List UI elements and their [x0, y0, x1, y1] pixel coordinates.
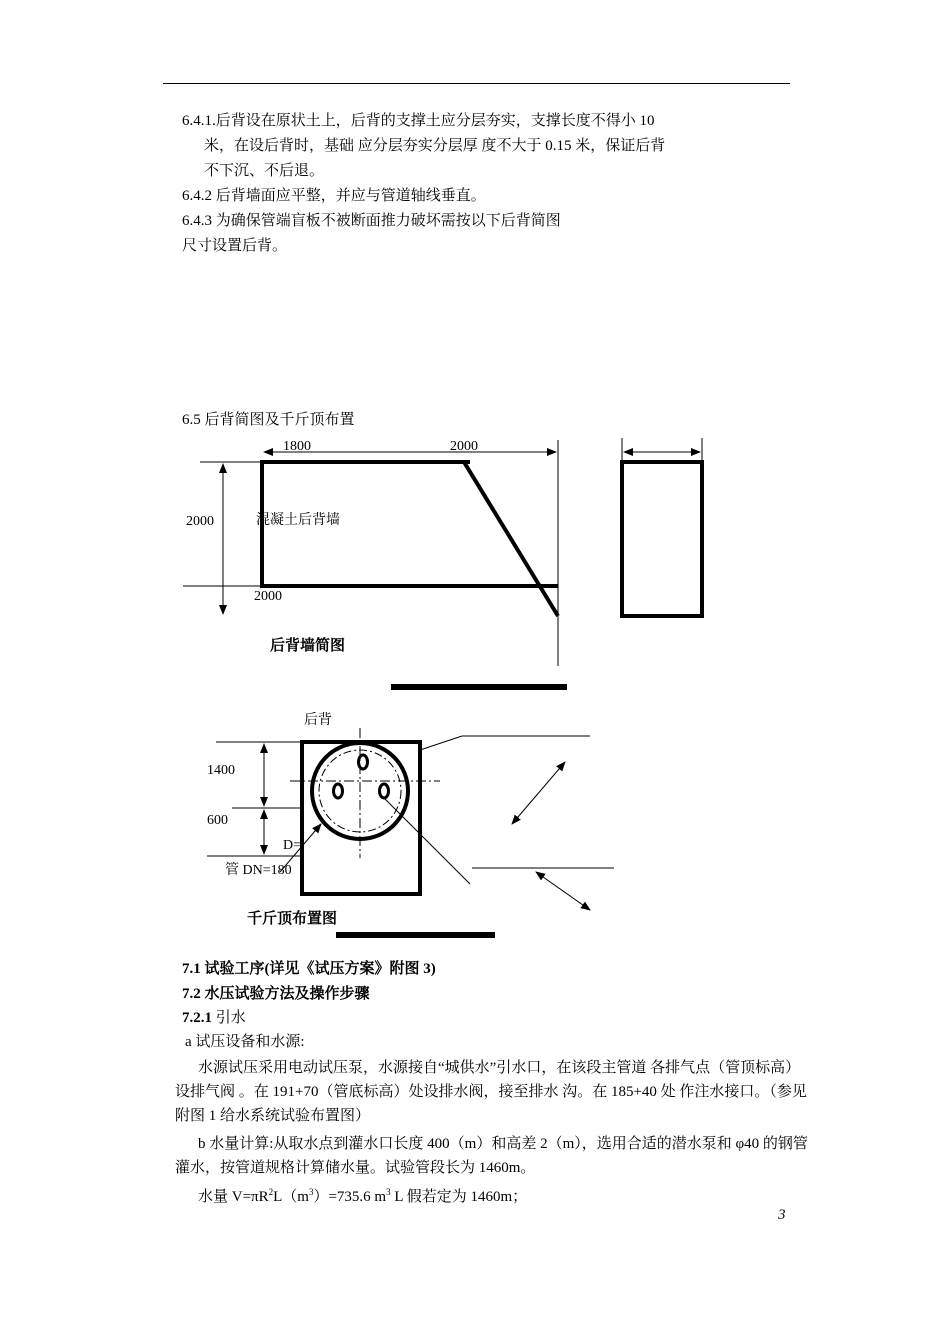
leader-line-right [383, 797, 470, 884]
formula-part-c: ）=735.6 m [313, 1189, 387, 1205]
diag-arrow-upper [512, 762, 565, 824]
side-view-rect [622, 462, 702, 616]
formula-sup-3: 3 [386, 1187, 391, 1197]
label-pipe-dn: 管 DN=180 [225, 863, 292, 878]
formula-part-a: 水量 V=πR [198, 1189, 269, 1205]
label-back: 后背 [304, 713, 332, 728]
jack-top [359, 755, 368, 769]
separator-bar-1 [391, 684, 567, 690]
dim-label-1800: 1800 [283, 439, 311, 454]
angle-line-top-a [420, 736, 462, 750]
item-a-title: a 试压设备和水源: [185, 1034, 305, 1050]
section-7-2-1-number: 7.2.1 [182, 1010, 212, 1026]
figure-caption-jack-layout: 千斤顶布置图 [247, 911, 338, 927]
section-7-2-1-title [182, 1008, 246, 1028]
label-d: D= [283, 838, 302, 853]
dim-label-2000-bottom: 2000 [254, 589, 282, 604]
para-6-4-2: 6.4.2 后背墙面应平整，并应与管道轴线垂直。 [182, 188, 486, 204]
para-6-4-1-line3: 不下沉、不后退。 [204, 163, 325, 179]
jack-right [380, 784, 389, 798]
wall-label: 混凝土后背墙 [256, 513, 340, 528]
formula-part-d: L 假若定为 1460m； [390, 1189, 528, 1205]
para-6-4-1-line1: 6.4.1.后背设在原状土上，后背的支撑土应分层夯实，支撑长度不得小 10 [182, 113, 655, 129]
wall-slope-edge [464, 462, 558, 616]
dim-label-2000-left: 2000 [186, 514, 214, 529]
figure-caption-back-wall: 后背墙简图 [270, 638, 346, 654]
dim-label-600: 600 [207, 813, 228, 828]
back-wall-diagram [183, 438, 702, 690]
separator-bar-2 [336, 932, 495, 938]
dim-label-1400: 1400 [207, 763, 235, 778]
formula-line [198, 1182, 527, 1207]
formula-sup-2: 3 [308, 1187, 314, 1197]
section-7-2-title: 7.2 水压试验方法及操作步骤 [182, 986, 370, 1002]
para-water-calc: b 水量计算:从取水点到灌水口长度 400（m）和高差 2（m），选用合适的潜水泵和 φ40 的钢管灌水，按管道规格计算储水量。试验管段长为 1460m。 [175, 1136, 808, 1176]
dim-label-2000-top: 2000 [450, 439, 478, 454]
section-7-2-1-text: 引水 [212, 1010, 246, 1026]
section-7-1-title: 7.1 试验工序(详见《试压方案》附图 3) [182, 961, 436, 977]
formula-sup-1: 2 [268, 1187, 274, 1197]
page-number: 3 [778, 1207, 786, 1223]
diag-arrow-lower [536, 872, 590, 910]
section-6-5-title: 6.5 后背简图及千斤顶布置 [182, 412, 355, 428]
jack-left [334, 784, 343, 798]
para-6-4-1-line2: 米，在设后背时，基础 应分层夯实分层厚 度不大于 0.15 米，保证后背 [204, 138, 666, 154]
jack-layout-diagram [207, 728, 614, 938]
formula-part-b: L（m [273, 1189, 309, 1205]
para-6-4-3-cont: 尺寸设置后背。 [182, 238, 288, 254]
para-6-4-3: 6.4.3 为确保管端盲板不被断面推力破坏需按以下后背简图 [182, 213, 561, 229]
para-water-source: 水源试压采用电动试压泵，水源接自“城供水”引水口，在该段主管道 各排气点（管顶标高）设排气阀 。在 191+70（管底标高）处设排水阀，接至排水 沟。在 185+40 处 作注水接口。（参见附图 1 给水系统试验布置图） [175, 1060, 807, 1124]
